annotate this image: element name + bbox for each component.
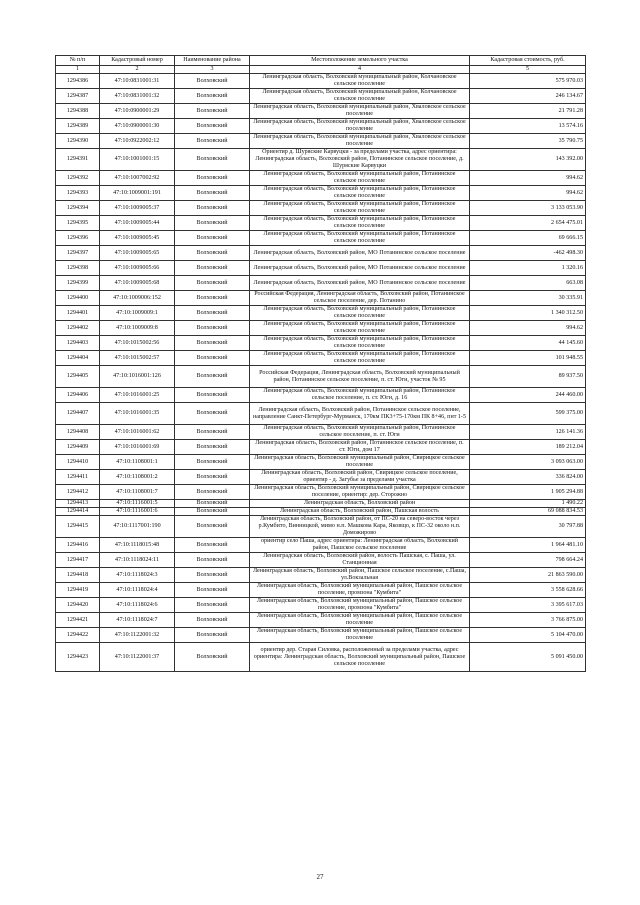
row-index: 1294389 [56,119,100,134]
cadastral-value: 336 824.00 [470,470,586,485]
district: Волховский [175,403,250,425]
cadastral-value: 994.62 [470,171,586,186]
table-row [56,134,586,149]
document-sheet [55,55,585,672]
location: Ленинградская область, Волховский район, Свирицкое сельское поселение, ориентир - д. Загубье за пределами участка [250,470,470,485]
column-number-row [56,66,586,74]
cadastral-number: 47:10:1016001:126 [100,366,175,388]
table-row [56,171,586,186]
cadastral-value: 30 797.88 [470,516,586,538]
row-index: 1294392 [56,171,100,186]
table-row [56,613,586,628]
cadastral-value: 3 395 617.03 [470,598,586,613]
location: Ленинградская область, Волховский муниципальный район, Хваловское сельское поселение [250,119,470,134]
cadastral-number: 47:10:1118024:6 [100,598,175,613]
district: Волховский [175,186,250,201]
table-row [56,149,586,171]
district: Волховский [175,134,250,149]
cadastral-number: 47:10:1015002:57 [100,351,175,366]
location: Ленинградская область, Волховский район, МО Потанинское сельское поселение [250,261,470,276]
cadastral-number: 47:10:1117001:190 [100,516,175,538]
location: Ленинградская область, Волховский район, Пашское сельское поселение, с.Паша, ул.Вокзальная [250,568,470,583]
location: Ленинградская область, Волховский муниципальный район, Пашское сельское поселение [250,628,470,643]
cadastral-number: 47:10:1116001:5 [100,500,175,508]
column-number: 5 [470,66,586,74]
row-index: 1294407 [56,403,100,425]
cadastral-value: 44 145.60 [470,336,586,351]
table-row [56,403,586,425]
table-body [56,74,586,672]
row-index: 1294417 [56,553,100,568]
table-row [56,425,586,440]
table-row [56,388,586,403]
cadastral-number: 47:10:1015002:56 [100,336,175,351]
table-row [56,516,586,538]
district: Волховский [175,425,250,440]
cadastral-number: 47:10:1009001:191 [100,186,175,201]
header-cell-value: Кадастровая стоимость, руб. [470,56,586,66]
location: Ленинградская область, Волховский муниципальный район, Свирицкое сельское поселение, ориентир: дер. Сторожно [250,485,470,500]
location: Ленинградская область, Волховский муниципальный район, Колчановское сельское поселение [250,89,470,104]
row-index: 1294401 [56,306,100,321]
location: ориентир село Паша, адрес ориентира: Ленинградская область, Волховский район, Пашское сельское поселение [250,538,470,553]
row-index: 1294405 [56,366,100,388]
cadastral-number: 47:10:1009005:65 [100,246,175,261]
location: Ленинградская область, Волховский район, Потанинское сельское поселение, п. ст. Юги, дом 17 [250,440,470,455]
district: Волховский [175,643,250,672]
location: Ленинградская область, Волховский муниципальный район, Потанинское сельское поселение, п. ст. Юги, д. 16 [250,388,470,403]
cadastral-value: 1 340 312.50 [470,306,586,321]
row-index: 1294393 [56,186,100,201]
cadastral-number: 47:10:1118024:3 [100,568,175,583]
cadastral-number: 47:10:1118024:11 [100,553,175,568]
cadastral-value: 663.08 [470,276,586,291]
location: Ленинградская область, Волховский муниципальный район, Пашское сельское поселение, промзона "Кумбита" [250,598,470,613]
cadastral-number: 47:10:1116001:6 [100,508,175,516]
cadastral-number: 47:10:1118024:7 [100,613,175,628]
cadastral-value: 35 790.75 [470,134,586,149]
cadastral-value: 798 664.24 [470,553,586,568]
row-index: 1294402 [56,321,100,336]
district: Волховский [175,171,250,186]
district: Волховский [175,508,250,516]
table-row [56,643,586,672]
location: Ленинградская область, Волховский муниципальный район, Потанинское сельское поселение [250,231,470,246]
row-index: 1294420 [56,598,100,613]
row-index: 1294414 [56,508,100,516]
cadastral-number: 47:10:1108001:1 [100,455,175,470]
location: ориентир дер. Старая Силовка, расположенный за пределами участка, адрес ориентира: Ленинградская область, Волховский муниципальный район, Пашское сельское поселение [250,643,470,672]
cadastral-number: 47:10:1009005:37 [100,201,175,216]
cadastral-number: 47:10:1122001:32 [100,628,175,643]
district: Волховский [175,516,250,538]
district: Волховский [175,470,250,485]
location: Ленинградская область, Волховский муниципальный район, Свирицкое сельское поселение [250,455,470,470]
table-row [56,306,586,321]
table-row [56,440,586,455]
cadastral-number: 47:10:1016001:35 [100,403,175,425]
location: Ленинградская область, Волховский район, МО Потанинское сельское поселение [250,246,470,261]
district: Волховский [175,388,250,403]
row-index: 1294421 [56,613,100,628]
location: Ориентир д. Шуряские Карвуцки - за пределами участка, адрес ориентира: Ленинградская область, Волховский район, Потанинское сельское поселение, д. Шуряские Карвуцки [250,149,470,171]
cadastral-value: 69 088 834.53 [470,508,586,516]
cadastral-number: 47:10:1122001:37 [100,643,175,672]
table-row [56,321,586,336]
district: Волховский [175,119,250,134]
cadastral-value-table [55,55,586,672]
table-row [56,231,586,246]
cadastral-value: 994.62 [470,321,586,336]
row-index: 1294403 [56,336,100,351]
table-row [56,186,586,201]
district: Волховский [175,291,250,306]
district: Волховский [175,583,250,598]
table-row [56,74,586,89]
district: Волховский [175,366,250,388]
row-index: 1294409 [56,440,100,455]
cadastral-number: 47:10:1108001:7 [100,485,175,500]
location: Ленинградская область, Волховский муниципальный район, Потанинское сельское поселение [250,321,470,336]
cadastral-number: 47:10:1118024:4 [100,583,175,598]
table-row [56,628,586,643]
row-index: 1294396 [56,231,100,246]
cadastral-value: 3 558 628.66 [470,583,586,598]
location: Ленинградская область, Волховский район, Пашская волость [250,508,470,516]
cadastral-number: 47:10:1009005:66 [100,261,175,276]
table-row [56,89,586,104]
cadastral-number: 47:10:0922002:12 [100,134,175,149]
cadastral-value: 1 320.16 [470,261,586,276]
cadastral-value: 30 335.91 [470,291,586,306]
cadastral-value: 1 964 481.10 [470,538,586,553]
cadastral-value: 1 905 294.88 [470,485,586,500]
table-row [56,583,586,598]
district: Волховский [175,261,250,276]
row-index: 1294416 [56,538,100,553]
district: Волховский [175,246,250,261]
district: Волховский [175,568,250,583]
column-number: 4 [250,66,470,74]
cadastral-number: 47:10:1007002:92 [100,171,175,186]
table-row [56,104,586,119]
row-index: 1294423 [56,643,100,672]
location: Ленинградская область, Волховский муниципальный район, Пашское сельское поселение, промзона "Кумбита" [250,583,470,598]
cadastral-value: 5 091 450.00 [470,643,586,672]
district: Волховский [175,336,250,351]
district: Волховский [175,306,250,321]
district: Волховский [175,455,250,470]
cadastral-value: 994.62 [470,186,586,201]
district: Волховский [175,500,250,508]
cadastral-number: 47:10:1001001:15 [100,149,175,171]
district: Волховский [175,276,250,291]
column-number: 1 [56,66,100,74]
cadastral-value: 101 948.55 [470,351,586,366]
table-row [56,336,586,351]
district: Волховский [175,89,250,104]
district: Волховский [175,104,250,119]
cadastral-value: 2 654 475.01 [470,216,586,231]
cadastral-value: 246 134.67 [470,89,586,104]
table-row [56,568,586,583]
district: Волховский [175,628,250,643]
cadastral-number: 47:10:1009005:44 [100,216,175,231]
row-index: 1294412 [56,485,100,500]
cadastral-value: 5 104 470.00 [470,628,586,643]
district: Волховский [175,149,250,171]
cadastral-number: 47:10:0900001:30 [100,119,175,134]
location: Российская Федерация, Ленинградская область, Волховский район, Потанинское сельское поселение, дер. Потанино [250,291,470,306]
row-index: 1294397 [56,246,100,261]
table-row [56,470,586,485]
district: Волховский [175,201,250,216]
row-index: 1294415 [56,516,100,538]
row-index: 1294413 [56,500,100,508]
district: Волховский [175,351,250,366]
row-index: 1294419 [56,583,100,598]
table-row [56,201,586,216]
cadastral-number: 47:10:1118015:48 [100,538,175,553]
district: Волховский [175,485,250,500]
table-row [56,508,586,516]
row-index: 1294394 [56,201,100,216]
row-index: 1294388 [56,104,100,119]
district: Волховский [175,553,250,568]
location: Ленинградская область, Волховский муниципальный район, Потанинское сельское поселение [250,306,470,321]
cadastral-value: 126 141.36 [470,425,586,440]
location: Ленинградская область, Волховский муниципальный район, Потанинское сельское поселение [250,336,470,351]
row-index: 1294404 [56,351,100,366]
header-cell-index: № п/п [56,56,100,66]
location: Ленинградская область, Волховский муниципальный район, Потанинское сельское поселение [250,351,470,366]
cadastral-value: 21 791.28 [470,104,586,119]
cadastral-value: 143 392.00 [470,149,586,171]
header-row [56,56,586,66]
table-row [56,485,586,500]
cadastral-value: 189 212.04 [470,440,586,455]
table-row [56,216,586,231]
column-number: 3 [175,66,250,74]
row-index: 1294395 [56,216,100,231]
district: Волховский [175,613,250,628]
cadastral-number: 47:10:0831001:32 [100,89,175,104]
cadastral-number: 47:10:0831001:31 [100,74,175,89]
location: Ленинградская область, Волховский муниципальный район, Хваловское сельское поселение [250,104,470,119]
location: Ленинградская область, Волховский район, Потанинское сельское поселение, направление Санкт-Петербург-Мурманск, 170км ПК3+75-170км ПК 8+46, пнт 1-5 [250,403,470,425]
district: Волховский [175,440,250,455]
cadastral-number: 47:10:1016001:25 [100,388,175,403]
cadastral-value: 89 937.50 [470,366,586,388]
location: Ленинградская область, Волховский муниципальный район, Пашское сельское поселение [250,613,470,628]
cadastral-value: 599 375.00 [470,403,586,425]
location: Ленинградская область, Волховский муниципальный район, Хваловское сельское поселение [250,134,470,149]
table-row [56,366,586,388]
table-row [56,261,586,276]
cadastral-value: 13 574.16 [470,119,586,134]
table-row [56,351,586,366]
cadastral-value: 21 863 590.00 [470,568,586,583]
cadastral-value: 1 490.22 [470,500,586,508]
cadastral-value: 3 133 053.90 [470,201,586,216]
row-index: 1294410 [56,455,100,470]
cadastral-number: 47:10:1016001:69 [100,440,175,455]
district: Волховский [175,598,250,613]
location: Ленинградская область, Волховский район [250,500,470,508]
location: Ленинградская область, Волховский муниципальный район, Потанинское сельское поселение [250,216,470,231]
row-index: 1294398 [56,261,100,276]
row-index: 1294422 [56,628,100,643]
row-index: 1294400 [56,291,100,306]
cadastral-number: 47:10:0900001:29 [100,104,175,119]
table-row [56,119,586,134]
location: Ленинградская область, Волховский район, МО Потанинское сельское поселение [250,276,470,291]
row-index: 1294399 [56,276,100,291]
column-number: 2 [100,66,175,74]
cadastral-value: 69 666.15 [470,231,586,246]
cadastral-value: 3 093 063.00 [470,455,586,470]
location: Ленинградская область, Волховский район, волость Пашская, с. Паша, ул. Станционная [250,553,470,568]
table-row [56,291,586,306]
district: Волховский [175,74,250,89]
district: Волховский [175,321,250,336]
row-index: 1294386 [56,74,100,89]
cadastral-value: -462 498.30 [470,246,586,261]
table-row [56,553,586,568]
row-index: 1294411 [56,470,100,485]
district: Волховский [175,538,250,553]
table-row [56,538,586,553]
district: Волховский [175,216,250,231]
location: Ленинградская область, Волховский муниципальный район, Потанинское сельское поселение [250,186,470,201]
cadastral-value: 3 766 875.00 [470,613,586,628]
header-cell-cadastral-number: Кадастровый номер [100,56,175,66]
row-index: 1294408 [56,425,100,440]
location: Ленинградская область, Волховский муниципальный район, Колчановское сельское поселение [250,74,470,89]
cadastral-number: 47:10:1009005:45 [100,231,175,246]
location: Российская Федерация, Ленинградская область, Волховский муниципальный район, Потанинское сельское поселение, п. ст. Юги, участок № 95 [250,366,470,388]
header-cell-location: Местоположение земельного участка [250,56,470,66]
cadastral-value: 575 970.03 [470,74,586,89]
table-row [56,455,586,470]
row-index: 1294387 [56,89,100,104]
cadastral-number: 47:10:1016001:62 [100,425,175,440]
page-number: 27 [316,873,324,881]
cadastral-number: 47:10:1108001:2 [100,470,175,485]
row-index: 1294418 [56,568,100,583]
location: Ленинградская область, Волховский район, от ПС-20 на северо-восток через р.Кумбито, Винницкой, мимо н.п. Машкова Кара, Яковщо, к ПС-32 около н.п. Доможирово [250,516,470,538]
location: Ленинградская область, Волховский муниципальный район, Потанинское сельское поселение, п. ст. Юги [250,425,470,440]
cadastral-number: 47:10:1009009:1 [100,306,175,321]
table-row [56,500,586,508]
row-index: 1294390 [56,134,100,149]
header-cell-district: Наименование района [175,56,250,66]
location: Ленинградская область, Волховский муниципальный район, Потанинское сельское поселение [250,201,470,216]
cadastral-number: 47:10:1009006:152 [100,291,175,306]
cadastral-number: 47:10:1009005:68 [100,276,175,291]
table-row [56,246,586,261]
row-index: 1294406 [56,388,100,403]
location: Ленинградская область, Волховский муниципальный район, Потанинское сельское поселение [250,171,470,186]
cadastral-value: 244 460.00 [470,388,586,403]
cadastral-number: 47:10:1009009:8 [100,321,175,336]
table-row [56,598,586,613]
district: Волховский [175,231,250,246]
row-index: 1294391 [56,149,100,171]
table-row [56,276,586,291]
